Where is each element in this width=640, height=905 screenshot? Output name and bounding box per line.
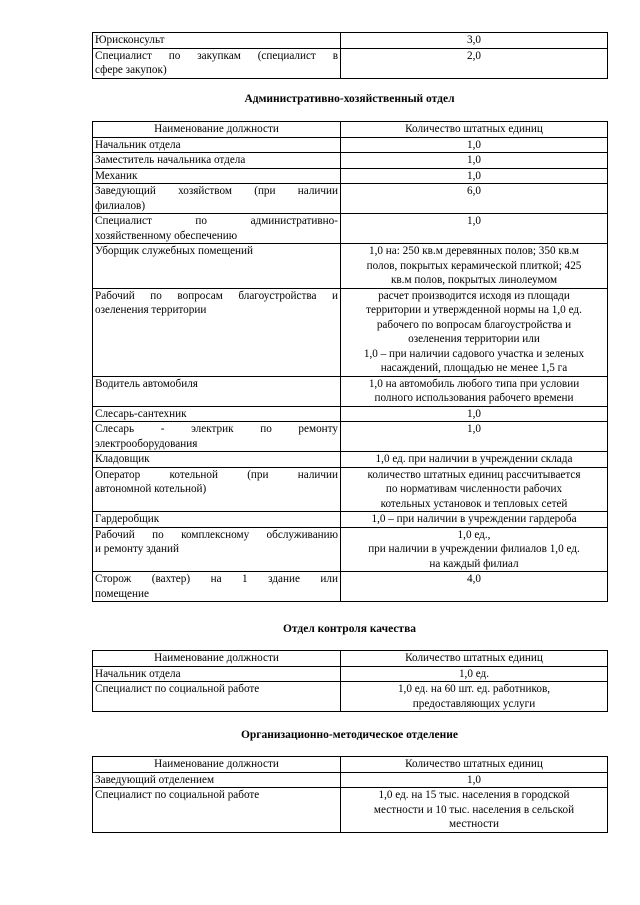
count-line: 1,0 на: 250 кв.м деревянных полов; 350 кв.м bbox=[369, 245, 579, 257]
position-name: Заведующий отделением bbox=[93, 772, 341, 788]
table-header-row bbox=[93, 122, 608, 138]
table-row bbox=[93, 682, 608, 712]
column-header-position: Наименование должности bbox=[93, 122, 341, 138]
count-line: территории и утвержденной нормы на 1,0 ед. bbox=[366, 304, 582, 316]
staff-count bbox=[341, 527, 608, 572]
name-line: сфере закупок) bbox=[95, 64, 167, 76]
staff-count: 1,0 bbox=[341, 153, 608, 169]
count-line: по нормативам численности рабочих bbox=[385, 483, 563, 495]
position-name: Специалист по социальной работе bbox=[93, 788, 341, 833]
position-name: Слесарь-сантехник bbox=[93, 406, 341, 422]
table-row bbox=[93, 772, 608, 788]
table-row bbox=[93, 467, 608, 512]
staff-count bbox=[341, 682, 608, 712]
position-name: Гардеробщик bbox=[93, 512, 341, 528]
position-name: Начальник отдела bbox=[93, 137, 341, 153]
name-line: филиалов) bbox=[95, 199, 146, 212]
staff-count: 1,0 bbox=[341, 214, 608, 244]
staff-count: 1,0 bbox=[341, 137, 608, 153]
position-name: Юрисконсульт bbox=[93, 33, 341, 49]
position-name: Заместитель начальника отдела bbox=[93, 153, 341, 169]
table-row bbox=[93, 168, 608, 184]
table-row bbox=[93, 406, 608, 422]
position-name bbox=[93, 48, 341, 78]
name-line: Заведующий хозяйством (при наличии bbox=[95, 185, 338, 197]
count-line: кв.м полов, покрытых линолеумом bbox=[390, 274, 558, 286]
count-line: 1,0 ед. на 60 шт. ед. работников, bbox=[397, 683, 551, 695]
count-line: 1,0 – при наличии садового участка и зеленых bbox=[363, 347, 585, 360]
table-row bbox=[93, 48, 608, 78]
name-line: Сторож (вахтер) на 1 здание или bbox=[95, 573, 338, 585]
table-row bbox=[93, 572, 608, 602]
count-line: 1,0 ед. на 15 тыс. населения в городской bbox=[378, 789, 570, 801]
count-line: местности bbox=[449, 818, 499, 830]
staff-count: 1,0 ед. bbox=[341, 666, 608, 682]
count-line: расчет производится исходя из площади bbox=[378, 289, 570, 302]
count-line: полов, покрытых керамической плиткой; 425 bbox=[366, 259, 582, 272]
staff-count: 2,0 bbox=[341, 48, 608, 78]
count-line: котельных установок и тепловых сетей bbox=[380, 497, 568, 510]
table-row bbox=[93, 214, 608, 244]
count-line: количество штатных единиц рассчитывается bbox=[367, 468, 581, 481]
position-name bbox=[93, 422, 341, 452]
table-row bbox=[93, 422, 608, 452]
position-name: Кладовщик bbox=[93, 452, 341, 468]
table-row bbox=[93, 527, 608, 572]
staff-count: 1,0 ед. при наличии в учреждении склада bbox=[341, 452, 608, 468]
table-row bbox=[93, 288, 608, 376]
staff-count: 3,0 bbox=[341, 33, 608, 49]
name-line: Рабочий по вопросам благоустройства и bbox=[95, 289, 338, 302]
position-name bbox=[93, 288, 341, 376]
table-row bbox=[93, 33, 608, 49]
staff-count: 1,0 bbox=[341, 772, 608, 788]
name-line: Рабочий по комплексному обслуживанию bbox=[95, 528, 338, 541]
table-row bbox=[93, 137, 608, 153]
staff-count: 1,0 bbox=[341, 422, 608, 452]
staff-count: 1,0 bbox=[341, 406, 608, 422]
table-row bbox=[93, 512, 608, 528]
column-header-position: Наименование должности bbox=[93, 757, 341, 773]
count-line: при наличии в учреждении филиалов 1,0 ед. bbox=[368, 543, 580, 555]
top-table bbox=[92, 32, 608, 79]
position-name bbox=[93, 214, 341, 244]
name-line: хозяйственному обеспечению bbox=[95, 229, 238, 242]
count-line: полного использования рабочего времени bbox=[374, 392, 574, 404]
count-line: местности и 10 тыс. населения в сельской bbox=[373, 803, 575, 816]
section-title-admin: Административно-хозяйственный отдел bbox=[244, 93, 455, 105]
table-header-row bbox=[93, 757, 608, 773]
count-line: 1,0 ед., bbox=[457, 528, 491, 541]
column-header-position: Наименование должности bbox=[93, 651, 341, 667]
column-header-count: Количество штатных единиц bbox=[341, 651, 608, 667]
name-line: автономной котельной) bbox=[95, 483, 207, 495]
count-line: озеленения территории или bbox=[408, 333, 540, 345]
count-line: на каждый филиал bbox=[429, 557, 519, 570]
count-line: насаждений, площадью не менее 1,5 га bbox=[380, 362, 568, 374]
name-line: и ремонту зданий bbox=[95, 543, 179, 555]
staff-count: 1,0 bbox=[341, 168, 608, 184]
position-name bbox=[93, 184, 341, 214]
staff-count: 4,0 bbox=[341, 572, 608, 602]
quality-table bbox=[92, 650, 608, 712]
name-line: озеленения территории bbox=[95, 304, 207, 316]
position-name: Уборщик служебных помещений bbox=[93, 244, 341, 289]
section-title-quality: Отдел контроля качества bbox=[282, 623, 417, 635]
table-row bbox=[93, 666, 608, 682]
staff-count bbox=[341, 288, 608, 376]
table-row bbox=[93, 244, 608, 289]
table-header-row bbox=[93, 651, 608, 667]
name-line: Специалист по закупкам (специалист в bbox=[95, 49, 338, 62]
column-header-count: Количество штатных единиц bbox=[341, 122, 608, 138]
position-name bbox=[93, 467, 341, 512]
table-row bbox=[93, 452, 608, 468]
section-title-method: Организационно-методическое отделение bbox=[240, 729, 459, 741]
table-row bbox=[93, 184, 608, 214]
staff-count bbox=[341, 467, 608, 512]
count-line: 1,0 на автомобиль любого типа при условии bbox=[368, 377, 580, 390]
count-line: рабочего по вопросам благоустройства и bbox=[376, 318, 572, 331]
staff-count: 6,0 bbox=[341, 184, 608, 214]
column-header-count: Количество штатных единиц bbox=[341, 757, 608, 773]
position-name bbox=[93, 527, 341, 572]
count-line: предоставляющих услуги bbox=[412, 697, 536, 710]
staff-count bbox=[341, 244, 608, 289]
position-name: Механик bbox=[93, 168, 341, 184]
name-line: электрооборудования bbox=[95, 437, 198, 450]
method-table bbox=[92, 756, 608, 833]
name-line: Слесарь - электрик по ремонту bbox=[95, 423, 338, 435]
table-row bbox=[93, 376, 608, 406]
admin-table bbox=[92, 121, 608, 602]
staff-count bbox=[341, 376, 608, 406]
position-name bbox=[93, 572, 341, 602]
table-row bbox=[93, 788, 608, 833]
name-line: Оператор котельной (при наличии bbox=[95, 468, 338, 481]
staff-count bbox=[341, 788, 608, 833]
position-name: Специалист по социальной работе bbox=[93, 682, 341, 712]
name-line: помещение bbox=[95, 587, 149, 600]
table-row bbox=[93, 153, 608, 169]
position-name: Начальник отдела bbox=[93, 666, 341, 682]
name-line: Специалист по административно- bbox=[95, 215, 338, 227]
position-name: Водитель автомобиля bbox=[93, 376, 341, 406]
staff-count: 1,0 – при наличии в учреждении гардероба bbox=[341, 512, 608, 528]
